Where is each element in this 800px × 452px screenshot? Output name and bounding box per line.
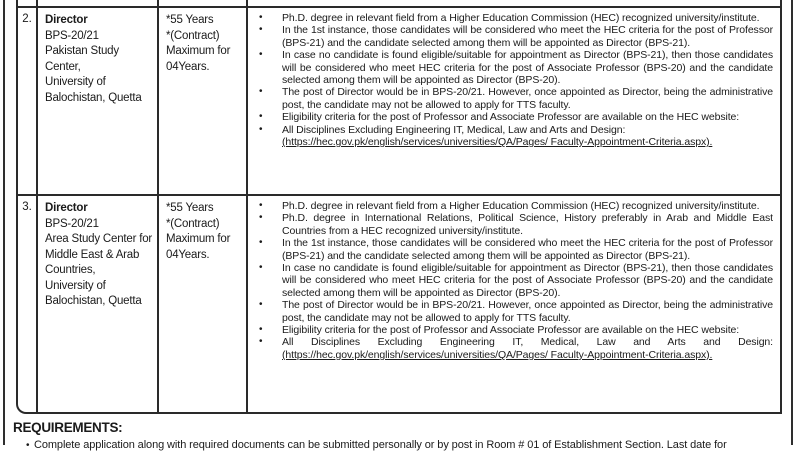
requirement-text: Eligibility criteria for the post of Professor and Associate Professor are available on the HEC website:	[282, 324, 740, 337]
requirement-bullet	[248, 324, 773, 336]
position-line: Pakistan Study Center,	[45, 45, 119, 73]
position-line: Area Study Center for	[45, 233, 153, 245]
requirement-bullet	[248, 200, 773, 212]
bullet-icon: •	[259, 24, 263, 36]
bullet-icon: •	[259, 237, 263, 249]
age-line: *55 Years	[166, 14, 214, 26]
job-ad-table	[16, 0, 782, 414]
requirement-text: In case no candidate is found eligible/suitable for appointment as Director (BPS-21), then those candidates will be considered who meet HEC criteria for the post of Associate Professor (BPS-20) and the candidate selected among them will be appointed as Director (BPS-20).	[282, 49, 773, 87]
bullet-icon: •	[26, 440, 30, 451]
requirements-section	[13, 420, 791, 452]
hec-criteria-link[interactable]: (https://hec.gov.pk/english/services/universities/QA/Pages/ Faculty-Appointment-Criteria.aspx).	[282, 348, 713, 361]
position-line: Middle East & Arab	[45, 248, 140, 261]
bullet-icon: •	[259, 49, 263, 61]
age-cell	[159, 0, 248, 6]
eligibility-cell	[248, 0, 780, 6]
requirement-text: Ph.D. degree in International Relations, Political Science, History preferably in Arab and Middle East Countries from a HEC recognized university/institute.	[282, 212, 773, 237]
bullet-icon: •	[259, 262, 263, 274]
requirement-text	[282, 336, 773, 361]
requirement-lead: All Disciplines Excluding Engineering IT, Medical, Law and Arts and Design:	[282, 123, 626, 136]
requirements-bullet-text: Complete application along with required documents can be submitted personally or by post in Room # 01 of Establishment Section. Last date for	[34, 439, 727, 451]
requirements-heading: REQUIREMENTS:	[13, 420, 123, 435]
position-line: Balochistan, Quetta	[45, 295, 142, 307]
requirement-text: Eligibility criteria for the post of Professor and Associate Professor are available on the HEC website:	[282, 111, 740, 124]
bullet-icon: •	[259, 212, 263, 224]
position-line: Balochistan, Quetta	[45, 91, 142, 104]
bullet-icon: •	[259, 324, 263, 336]
position-line: BPS-20/21	[45, 29, 99, 42]
bullet-icon: •	[259, 336, 263, 348]
position-cell	[38, 8, 159, 194]
sr-number: 3.	[22, 201, 32, 213]
position-line: University of	[45, 279, 106, 292]
requirement-bullet	[248, 12, 773, 24]
age-cell	[159, 196, 248, 412]
requirement-lead: All Disciplines Excluding Engineering IT, Medical, Law and Arts and Design:	[282, 336, 773, 349]
requirement-bullet	[248, 24, 773, 49]
age-cell	[159, 8, 248, 194]
requirement-text: In case no candidate is found eligible/suitable for appointment as Director (BPS-21), then those candidates will be considered who meet HEC criteria for the post of Associate Professor (BPS-20) and the candidate selected among them will be appointed as Director (BPS-20).	[282, 262, 773, 299]
requirement-text: Ph.D. degree in relevant field from a Higher Education Commission (HEC) recognized university/institute.	[282, 200, 760, 212]
bullet-icon: •	[259, 299, 263, 311]
sr-cell	[18, 0, 38, 6]
requirement-bullet	[248, 336, 773, 361]
age-line: Maximum for	[166, 233, 231, 245]
position-cell	[38, 0, 159, 6]
requirement-bullet	[248, 212, 773, 237]
requirement-bullet	[248, 86, 773, 111]
position-line: University of	[45, 76, 106, 88]
page-edge-line-right	[791, 0, 793, 445]
bullet-icon: •	[259, 200, 263, 211]
sr-number: 2.	[22, 13, 32, 25]
sr-cell	[18, 8, 38, 194]
position-cell	[38, 196, 159, 412]
eligibility-cell	[248, 8, 780, 194]
bullet-icon: •	[259, 12, 263, 23]
sr-cell	[18, 196, 38, 412]
bullet-icon: •	[259, 111, 263, 123]
requirement-text: In the 1st instance, those candidates will be considered who meet the HEC criteria for the post of Professor (BPS-21) and the candidate selected among them will be appointed as Director (BPS-21).	[282, 237, 773, 262]
requirement-bullet	[248, 111, 773, 123]
table-row	[18, 6, 780, 194]
requirements-bullet-line	[13, 439, 791, 452]
age-line: *(Contract)	[166, 29, 220, 42]
age-line: 04Years.	[166, 248, 210, 261]
age-line: Maximum for	[166, 45, 231, 57]
position-title: Director	[45, 202, 88, 214]
age-line: 04Years.	[166, 60, 210, 73]
requirement-bullet	[248, 262, 773, 299]
hec-criteria-link[interactable]: (https://hec.gov.pk/english/services/universities/QA/Pages/ Faculty-Appointment-Criteria.aspx).	[282, 136, 713, 149]
table-row-partial	[18, 0, 780, 6]
bullet-icon: •	[259, 123, 263, 135]
requirement-text: In the 1st instance, those candidates will be considered who meet the HEC criteria for the post of Professor (BPS-21) and the candidate selected among them will be appointed as Director (BPS-21).	[282, 24, 773, 49]
requirement-bullet	[248, 124, 773, 149]
bullet-icon: •	[259, 86, 263, 98]
requirement-text	[282, 124, 773, 149]
position-line: Countries,	[45, 264, 96, 276]
position-title: Director	[45, 14, 88, 26]
page-edge-line-left	[3, 0, 5, 445]
age-line: *55 Years	[166, 202, 214, 214]
eligibility-cell	[248, 196, 780, 412]
position-line: BPS-20/21	[45, 217, 99, 230]
age-line: *(Contract)	[166, 217, 220, 230]
requirement-text: Ph.D. degree in relevant field from a Higher Education Commission (HEC) recognized university/institute.	[282, 12, 760, 24]
requirement-text: The post of Director would be in BPS-20/21. However, once appointed as Director, being the administrative post, the candidate may not be allowed to apply for TTS faculty.	[282, 299, 773, 324]
table-row	[18, 194, 780, 412]
requirement-bullet	[248, 299, 773, 324]
requirement-text: The post of Director would be in BPS-20/21. However, once appointed as Director, being the administrative post, the candidate may not be allowed to apply for TTS faculty.	[282, 86, 773, 111]
requirement-bullet	[248, 49, 773, 86]
requirement-bullet	[248, 237, 773, 262]
